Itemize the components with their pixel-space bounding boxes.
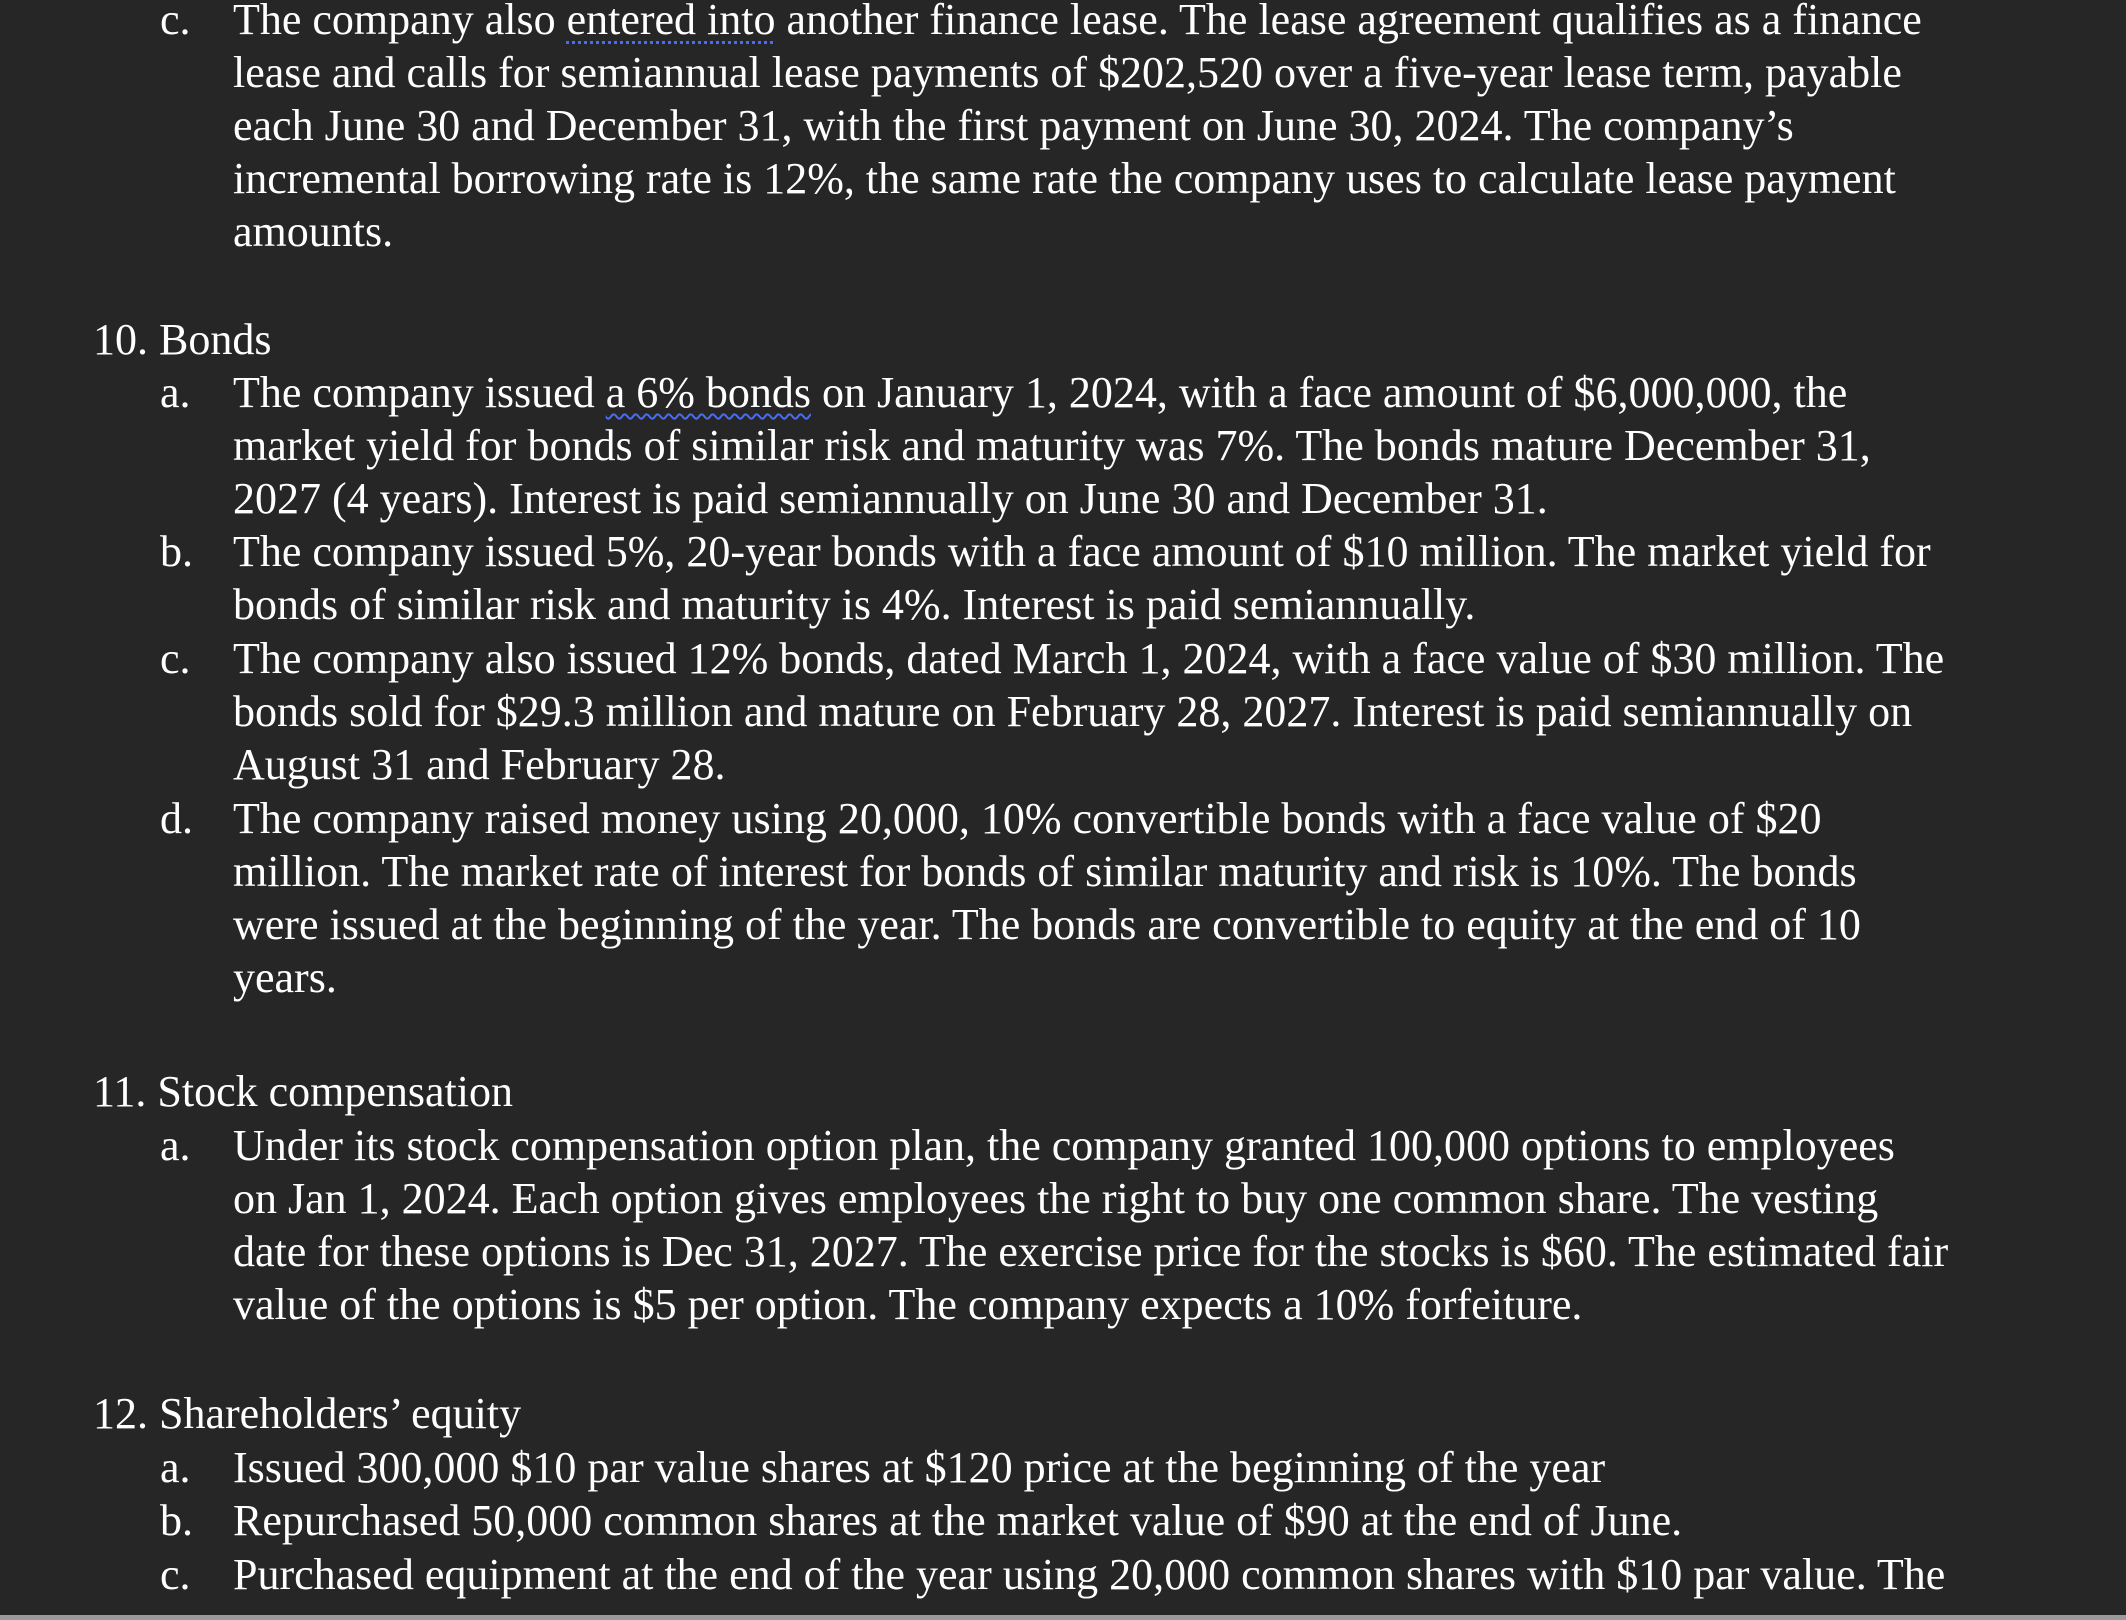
item-10d-line-4: years. xyxy=(233,953,337,1002)
item-10d-line-3: were issued at the beginning of the year. The bonds are convertible to equity at the end of 10 xyxy=(233,900,1861,949)
item-12a-line-1: Issued 300,000 $10 par value shares at $120 price at the beginning of the year xyxy=(233,1443,1606,1492)
item-9c-line-3: each June 30 and December 31, with the first payment on June 30, 2024. The company’s xyxy=(233,101,1794,150)
section-10-heading: 10. Bonds xyxy=(93,315,272,364)
item-12a-marker: a. xyxy=(160,1443,191,1492)
item-10b-line-1: The company issued 5%, 20-year bonds with a face amount of $10 million. The market yield for xyxy=(233,527,1931,576)
item-10c-line-3: August 31 and February 28. xyxy=(233,740,726,789)
item-10c-marker: c. xyxy=(160,634,191,683)
item-9c-line-1: The company also entered into another finance lease. The lease agreement qualifies as a finance xyxy=(233,0,1922,47)
item-10d-marker: d. xyxy=(160,794,193,843)
item-9c-line-2: lease and calls for semiannual lease payments of $202,520 over a five-year lease term, payable xyxy=(233,48,1902,97)
window-bottom-edge xyxy=(0,1615,2126,1620)
item-12b-marker: b. xyxy=(160,1496,193,1545)
section-12-heading: 12. Shareholders’ equity xyxy=(93,1389,522,1438)
item-12c-marker: c. xyxy=(160,1550,191,1599)
item-10a-line-3: 2027 (4 years). Interest is paid semiannually on June 30 and December 31. xyxy=(233,474,1548,523)
item-10a-line-1: The company issued a 6% bonds on January 1, 2024, with a face amount of $6,000,000, the xyxy=(233,368,1848,417)
item-10c-line-1: The company also issued 12% bonds, dated March 1, 2024, with a face value of $30 million. The xyxy=(233,634,1945,683)
section-11-heading: 11. Stock compensation xyxy=(93,1067,513,1116)
item-9c-marker: c. xyxy=(160,0,191,44)
item-10b-line-2: bonds of similar risk and maturity is 4%. Interest is paid semiannually. xyxy=(233,580,1476,629)
grammar-underline: a 6% bonds xyxy=(605,368,812,417)
item-10b-marker: b. xyxy=(160,527,193,576)
item-10d-line-1: The company raised money using 20,000, 10% convertible bonds with a face value of $20 xyxy=(233,794,1822,843)
item-11a-line-4: value of the options is $5 per option. The company expects a 10% forfeiture. xyxy=(233,1280,1583,1329)
item-10a-line-2: market yield for bonds of similar risk and maturity was 7%. The bonds mature December 31, xyxy=(233,421,1871,470)
item-11a-line-1: Under its stock compensation option plan, the company granted 100,000 options to employees xyxy=(233,1121,1895,1170)
item-9c-line-5: amounts. xyxy=(233,207,394,256)
item-9c-line-4: incremental borrowing rate is 12%, the same rate the company uses to calculate lease payment xyxy=(233,154,1896,203)
item-12c-line-1: Purchased equipment at the end of the year using 20,000 common shares with $10 par value. The xyxy=(233,1550,1946,1599)
item-11a-marker: a. xyxy=(160,1121,191,1170)
item-10c-line-2: bonds sold for $29.3 million and mature on February 28, 2027. Interest is paid semiannually on xyxy=(233,687,1913,736)
item-10d-line-2: million. The market rate of interest for bonds of similar maturity and risk is 10%. The bonds xyxy=(233,847,1857,896)
item-12b-line-1: Repurchased 50,000 common shares at the market value of $90 at the end of June. xyxy=(233,1496,1683,1545)
spellcheck-underline: entered into xyxy=(566,0,776,44)
item-10a-marker: a. xyxy=(160,368,191,417)
item-11a-line-3: date for these options is Dec 31, 2027. The exercise price for the stocks is $60. The estimated fair xyxy=(233,1227,1949,1276)
item-11a-line-2: on Jan 1, 2024. Each option gives employees the right to buy one common share. The vesting xyxy=(233,1174,1879,1223)
